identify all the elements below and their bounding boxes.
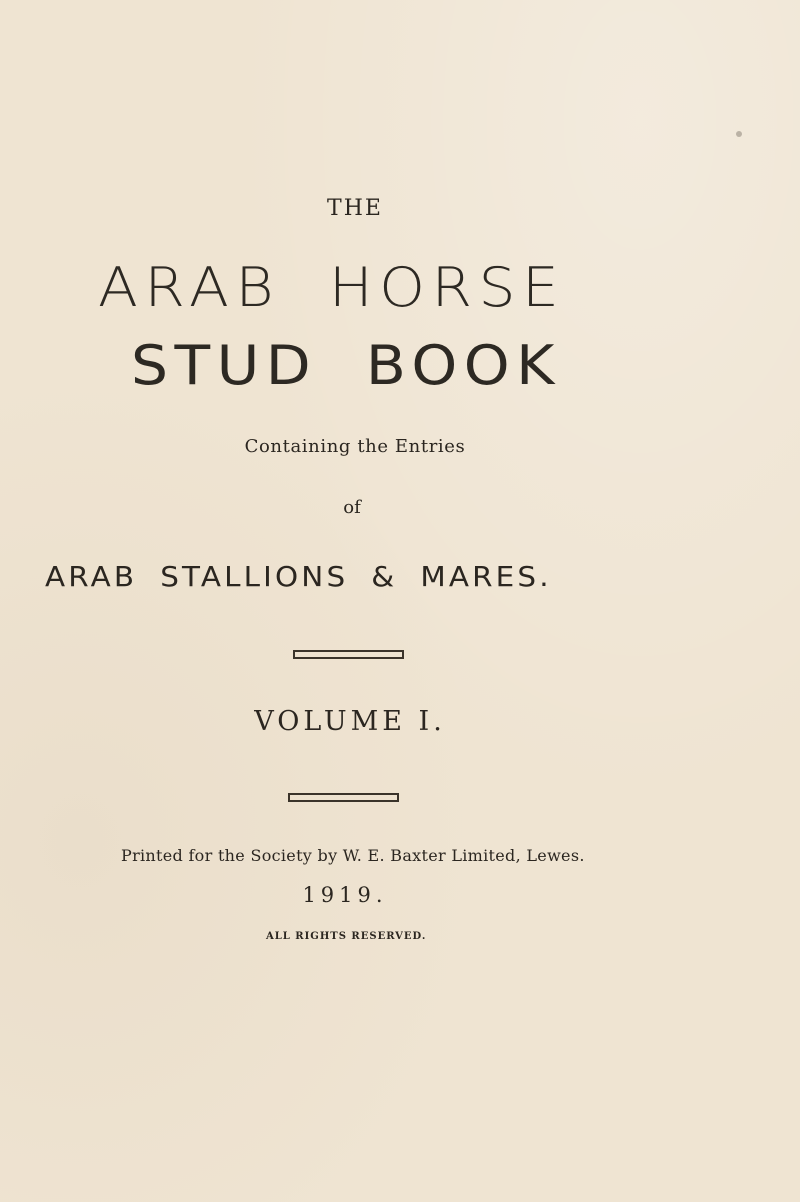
title-article: THE (327, 196, 383, 221)
rights-notice: ALL RIGHTS RESERVED. (266, 931, 427, 942)
paper-speck (736, 131, 742, 137)
title-line-1: ARAB HORSE (98, 256, 566, 319)
publication-year: 1919. (302, 883, 388, 907)
ornamental-rule-bottom (288, 793, 399, 802)
volume-label: VOLUME I. (254, 706, 446, 737)
title-line-2: STUD BOOK (131, 334, 561, 397)
subtitle-of: of (343, 497, 361, 518)
subtitle-subject: ARAB STALLIONS & MARES. (45, 560, 552, 593)
subtitle-containing: Containing the Entries (244, 436, 466, 457)
ornamental-rule-top (293, 650, 404, 659)
printer-imprint: Printed for the Society by W. E. Baxter Limited, Lewes. (121, 846, 585, 865)
